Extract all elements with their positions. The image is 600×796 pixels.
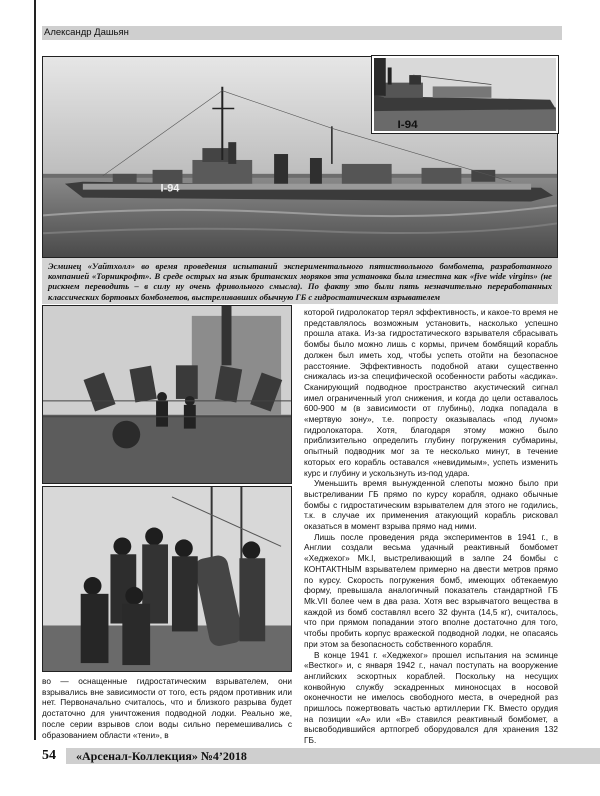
paragraph-2: Уменьшить время вынужденной слепоты можно было при выстреливании ГБ прямо по курсу корабля, однако обычные бомбы с гидростатическим взрывателем для этого не годились, т.к. в случае их применения атакующий корабль рисковал оказаться в момент взрыва прямо над ними. [304, 478, 558, 532]
left-column-text [42, 676, 292, 740]
journal-title: «Арсенал-Коллекция» №4’2018 [76, 749, 247, 763]
caption-text: Эсминец «Уайтхолл» во время проведения испытаний экспериментального пятиствольного бомбомета, разработанного компанией «Торникрофт». В среде острых на язык британских моряков эта установка была известна как «five wide virgins» (не рискнем переводить – в силу ну очень фривольного смысла). По факту это были пять незначительно переработанных классических бортовых бомбометов, выстреливавших обычную ГБ с гидростатическим взрывателем [48, 261, 552, 302]
author-name: Александр Дашьян [44, 27, 129, 38]
left-column-paragraph: во — оснащенные гидростатическим взрывателем, они взрывались вне зависимости от того, есть рядом противник или нет. Первоначально считалось, что и близкого разрыва будет достаточно для уничтожения подводной лодки. Реально же, после серии взрывов слои воды сильно перемешивались с образованием области «тени», в [42, 676, 292, 740]
hull-number-main: I-94 [160, 182, 180, 195]
photo-crew-loading [42, 486, 292, 672]
paragraph-1: которой гидролокатор терял эффективность, и какое-то время не представлялось возможным установить, насколько успешно прошла атака. Из-за гидростатического взрывателя сбрасывать бомбы было можно лишь с кормы, причем бомбящий корабль должен был иметь ход, чтобы успеть отойти на безопасное расстояние. Эффективность подобной атаки существенно снижалась из-за специфической особенности работы «асдика». Сканирующий подводное пространство акустический сигнал имел ограниченный угол снижения, и когда до цели оставалось 600-900 м (в зависимости от глубины), лодка попадала в «мертвую зону», т.е. попросту оказывалась «под лучом» гидролокатора. Хотя, благодаря этому можно было приблизительно определить глубину погружения субмарины, опытный подводник мог за те несколько минут, в течение которых его корабль оставался «невидимым», успеть изменить курс и глубину и ускользнуть из-под удара. [304, 307, 558, 478]
photo-caption [42, 258, 558, 304]
crew-loading-illustration [43, 487, 291, 671]
paragraph-3: Лишь после проведения ряда экспериментов в 1941 г., в Англии создали весьма удачный реактивный бомбомет «Хеджехог» Mk.I, выстреливающий в залпе 24 бомбы с КОНТАКТНЫМ взрывателем примерно на двести метров прямо по курсу. Скорость погружения бомб, имеющих обтекаемую форму, превышала аналогичный показатель стандартной ГБ Mk.VII более чем в два раза. Хотя вес взрывчатого вещества в каждой из бомб составлял всего 32 фунта (14,5 кг), считалось, что при прямом попадании этого вполне достаточно для того, чтобы пробить корпус вражеской подводной лодки, не опасаясь при этом за безопасность собственного корабля. [304, 531, 558, 649]
deck-launcher-illustration [43, 306, 291, 483]
paragraph-4: В конце 1941 г. «Хеджехог» прошел испытания на эсминце «Вестког» и, с января 1942 г., начал поступать на вооружение английских эскортных кораблей. Поскольку на несущих конвойную службу эскадренных миноносцах в носовой оконечности не имелось свободного места, в очередной раз пришлось пожертвовать частью артиллерии ГК. Вместо орудия на позиции «А» или «В» ставился реактивный бомбомет, а высвободившийся артпогреб оборудовался для хранения 132 ГБ. [304, 649, 558, 746]
photo-deck-launcher [42, 305, 292, 484]
top-margin [0, 0, 600, 16]
left-margin-rule [34, 0, 36, 740]
inset-ship-illustration [374, 58, 556, 131]
right-column-text [304, 307, 558, 746]
hull-number-inset: I-94 [397, 119, 418, 131]
photo-inset-bow [372, 56, 558, 133]
page-number: 54 [42, 748, 56, 763]
